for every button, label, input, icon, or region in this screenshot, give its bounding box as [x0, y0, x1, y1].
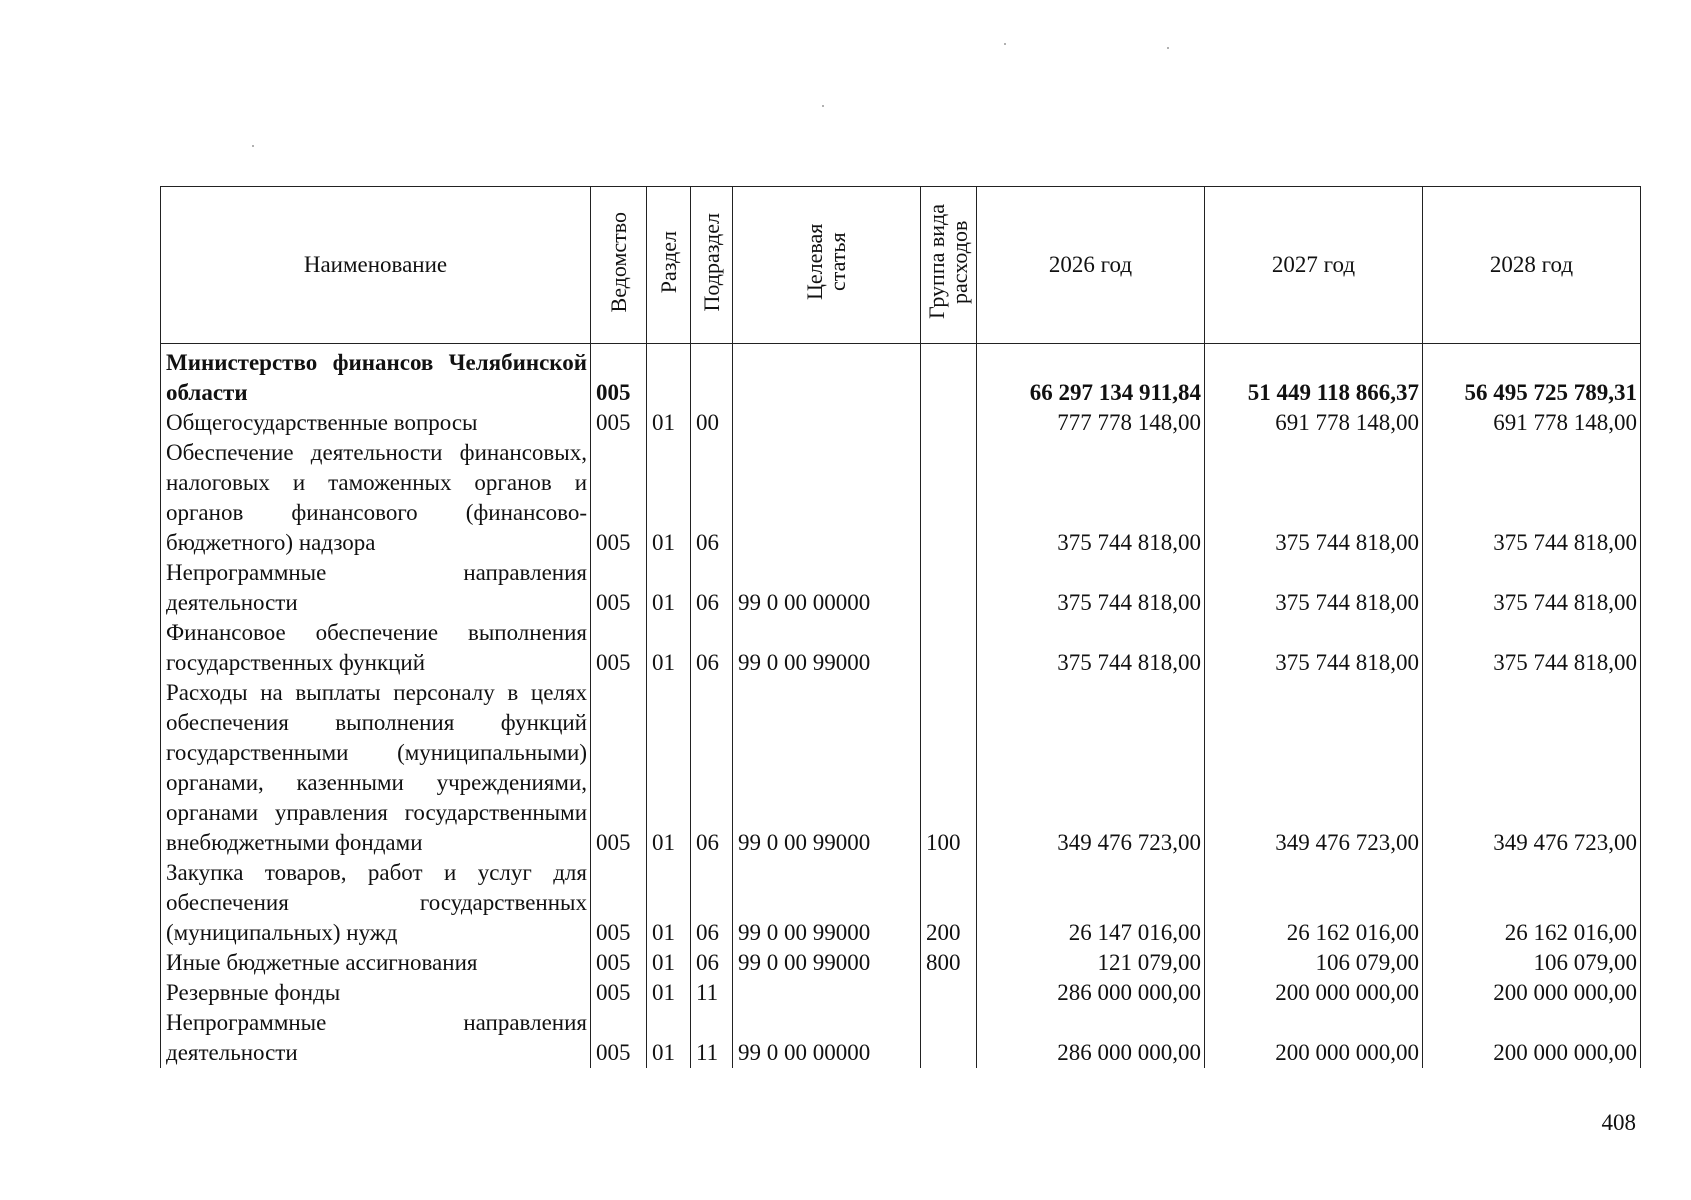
cell-section: 01 — [647, 558, 691, 618]
cell-2028: 106 079,00 — [1423, 948, 1641, 978]
cell-section: 01 — [647, 858, 691, 948]
cell-subsection: 06 — [691, 558, 733, 618]
cell-2027: 375 744 818,00 — [1205, 438, 1423, 558]
header-section: Раздел — [647, 187, 691, 344]
table-row — [161, 678, 1641, 858]
cell-name: Непрограммные направления деятельности — [161, 1008, 591, 1068]
cell-subsection: 06 — [691, 618, 733, 678]
cell-expense-group: 100 — [921, 678, 977, 858]
scan-speck — [252, 145, 254, 147]
cell-section — [647, 344, 691, 409]
cell-2026: 121 079,00 — [977, 948, 1205, 978]
cell-expense-group — [921, 438, 977, 558]
cell-2026: 286 000 000,00 — [977, 978, 1205, 1008]
cell-expense-group: 800 — [921, 948, 977, 978]
cell-2028: 56 495 725 789,31 — [1423, 344, 1641, 409]
cell-section: 01 — [647, 1008, 691, 1068]
table-row — [161, 978, 1641, 1008]
cell-department: 005 — [591, 438, 647, 558]
cell-target-article: 99 0 00 00000 — [733, 1008, 921, 1068]
cell-target-article — [733, 978, 921, 1008]
cell-subsection — [691, 344, 733, 409]
cell-target-article: 99 0 00 99000 — [733, 858, 921, 948]
cell-name: Общегосударственные вопросы — [161, 408, 591, 438]
header-target-article: Целевая статья — [733, 187, 921, 344]
cell-section: 01 — [647, 978, 691, 1008]
cell-target-article: 99 0 00 99000 — [733, 618, 921, 678]
cell-expense-group — [921, 1008, 977, 1068]
cell-2028: 200 000 000,00 — [1423, 978, 1641, 1008]
cell-expense-group — [921, 408, 977, 438]
header-expense-group: Группа вида расходов — [921, 187, 977, 344]
cell-2027: 691 778 148,00 — [1205, 408, 1423, 438]
cell-subsection: 11 — [691, 978, 733, 1008]
cell-2027: 200 000 000,00 — [1205, 1008, 1423, 1068]
cell-2027: 375 744 818,00 — [1205, 558, 1423, 618]
cell-target-article — [733, 438, 921, 558]
cell-2028: 375 744 818,00 — [1423, 618, 1641, 678]
cell-department: 005 — [591, 858, 647, 948]
table-row — [161, 948, 1641, 978]
cell-department: 005 — [591, 978, 647, 1008]
table-row — [161, 858, 1641, 948]
cell-2027: 200 000 000,00 — [1205, 978, 1423, 1008]
cell-department: 005 — [591, 558, 647, 618]
cell-2028: 691 778 148,00 — [1423, 408, 1641, 438]
cell-2027: 106 079,00 — [1205, 948, 1423, 978]
cell-2028: 200 000 000,00 — [1423, 1008, 1641, 1068]
cell-2028: 375 744 818,00 — [1423, 438, 1641, 558]
cell-expense-group — [921, 558, 977, 618]
table-row — [161, 618, 1641, 678]
cell-2027: 51 449 118 866,37 — [1205, 344, 1423, 409]
table-body — [161, 344, 1641, 1069]
page-number: 408 — [1601, 1110, 1636, 1135]
cell-department: 005 — [591, 948, 647, 978]
cell-2028: 26 162 016,00 — [1423, 858, 1641, 948]
cell-department: 005 — [591, 678, 647, 858]
cell-name: Министерство финансов Челябинской области — [161, 344, 591, 409]
cell-name: Расходы на выплаты персоналу в целях обеспечения выполнения функций государственными (муниципальными) органами, казенными учреждениями, органами управления государственными внебюджетными фондами — [161, 678, 591, 858]
cell-target-article: 99 0 00 99000 — [733, 948, 921, 978]
table-row — [161, 1008, 1641, 1068]
cell-name: Обеспечение деятельности финансовых, налоговых и таможенных органов и органов финансового (финансово-бюджетного) надзора — [161, 438, 591, 558]
cell-2027: 26 162 016,00 — [1205, 858, 1423, 948]
cell-department: 005 — [591, 618, 647, 678]
cell-name: Закупка товаров, работ и услуг для обеспечения государственных (муниципальных) нужд — [161, 858, 591, 948]
cell-2026: 375 744 818,00 — [977, 618, 1205, 678]
cell-target-article — [733, 408, 921, 438]
cell-section: 01 — [647, 678, 691, 858]
cell-department: 005 — [591, 344, 647, 409]
cell-section: 01 — [647, 948, 691, 978]
cell-expense-group: 200 — [921, 858, 977, 948]
header-year-2028: 2028 год — [1423, 187, 1641, 344]
cell-department: 005 — [591, 408, 647, 438]
cell-2026: 286 000 000,00 — [977, 1008, 1205, 1068]
table-row — [161, 344, 1641, 409]
cell-2026: 375 744 818,00 — [977, 438, 1205, 558]
budget-table — [160, 186, 1641, 1068]
cell-expense-group — [921, 978, 977, 1008]
cell-expense-group — [921, 618, 977, 678]
header-year-2027: 2027 год — [1205, 187, 1423, 344]
cell-name: Финансовое обеспечение выполнения государственных функций — [161, 618, 591, 678]
cell-subsection: 00 — [691, 408, 733, 438]
scan-speck — [1167, 47, 1169, 49]
cell-2026: 777 778 148,00 — [977, 408, 1205, 438]
cell-section: 01 — [647, 408, 691, 438]
cell-2026: 349 476 723,00 — [977, 678, 1205, 858]
cell-target-article — [733, 344, 921, 409]
cell-subsection: 06 — [691, 948, 733, 978]
table-row — [161, 558, 1641, 618]
cell-name: Резервные фонды — [161, 978, 591, 1008]
cell-2028: 349 476 723,00 — [1423, 678, 1641, 858]
cell-target-article: 99 0 00 99000 — [733, 678, 921, 858]
scan-speck — [1004, 43, 1006, 45]
header-department: Ведомство — [591, 187, 647, 344]
header-name: Наименование — [161, 187, 591, 344]
cell-subsection: 11 — [691, 1008, 733, 1068]
cell-section: 01 — [647, 618, 691, 678]
cell-expense-group — [921, 344, 977, 409]
cell-2026: 66 297 134 911,84 — [977, 344, 1205, 409]
cell-department: 005 — [591, 1008, 647, 1068]
cell-2026: 26 147 016,00 — [977, 858, 1205, 948]
cell-subsection: 06 — [691, 678, 733, 858]
cell-subsection: 06 — [691, 438, 733, 558]
cell-name: Непрограммные направления деятельности — [161, 558, 591, 618]
cell-section: 01 — [647, 438, 691, 558]
cell-2027: 349 476 723,00 — [1205, 678, 1423, 858]
table-row — [161, 438, 1641, 558]
cell-2028: 375 744 818,00 — [1423, 558, 1641, 618]
cell-2026: 375 744 818,00 — [977, 558, 1205, 618]
table-row — [161, 408, 1641, 438]
scan-speck — [822, 105, 824, 107]
header-subsection: Подраздел — [691, 187, 733, 344]
cell-target-article: 99 0 00 00000 — [733, 558, 921, 618]
header-row — [161, 187, 1641, 344]
cell-2027: 375 744 818,00 — [1205, 618, 1423, 678]
cell-subsection: 06 — [691, 858, 733, 948]
header-year-2026: 2026 год — [977, 187, 1205, 344]
cell-name: Иные бюджетные ассигнования — [161, 948, 591, 978]
